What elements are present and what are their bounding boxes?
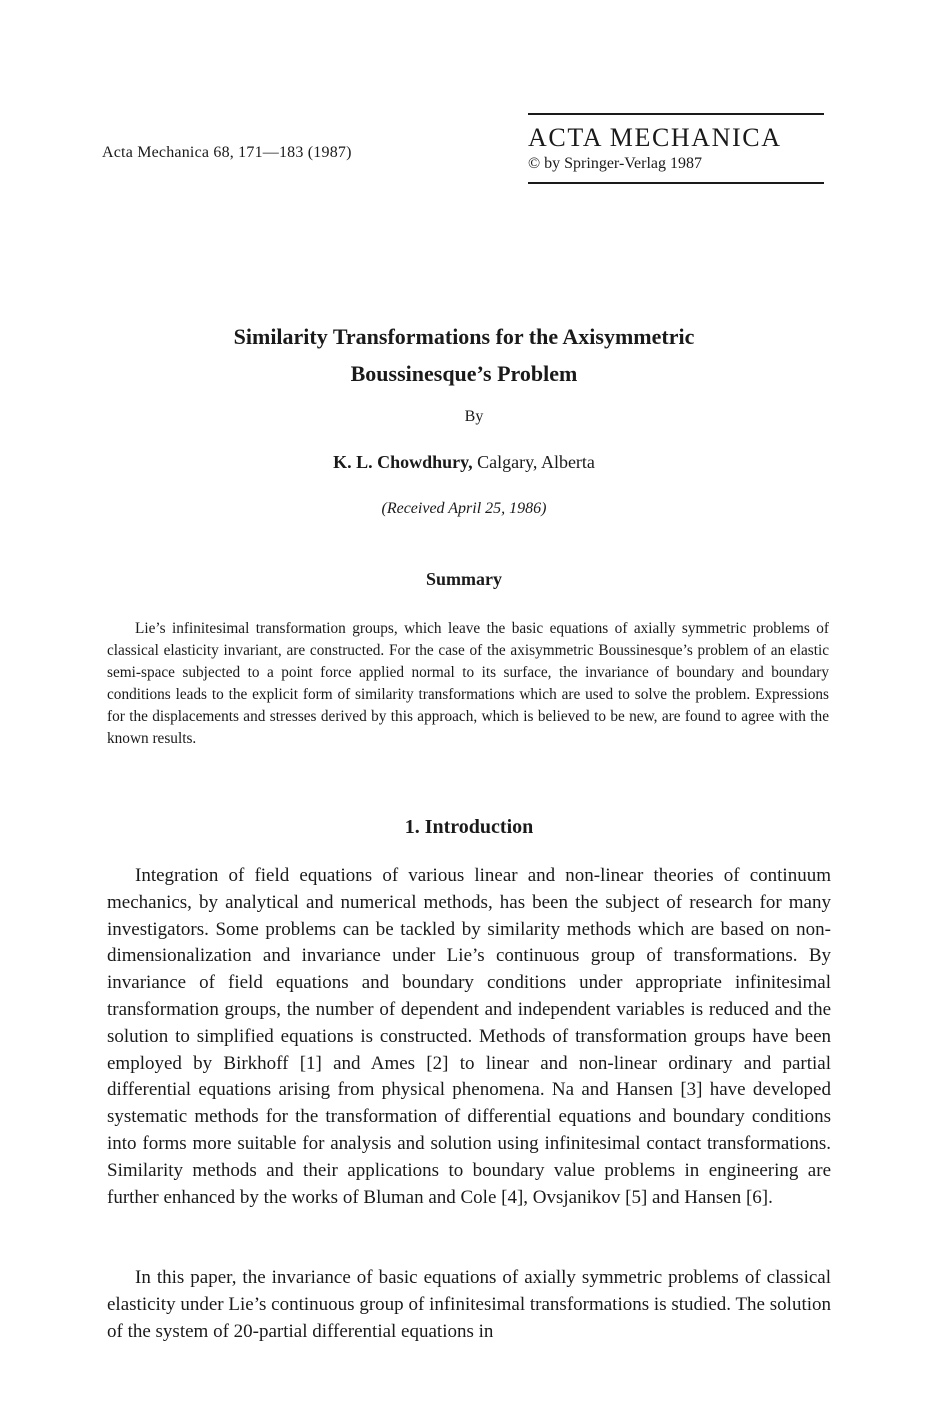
summary-heading: Summary	[426, 569, 502, 589]
paper-title-line-1: Similarity Transformations for the Axisymmetric	[233, 324, 695, 349]
journal-masthead	[528, 113, 824, 184]
introduction-heading: 1. Introduction	[404, 816, 534, 838]
author-name: K. L. Chowdhury,	[333, 452, 473, 472]
masthead-bottom-rule	[528, 182, 824, 184]
journal-name: ACTA MECHANICA	[528, 123, 782, 152]
by-line: By	[464, 408, 484, 425]
introduction-paragraph-2: In this paper, the invariance of basic equations of axially symmetric problems of classical elasticity under Lie’s continuous group of infinitesimal transformations is studied. The solution of the system of 20-partial differential equations in	[107, 1267, 831, 1342]
author-line	[0, 452, 928, 473]
masthead-top-rule	[528, 113, 824, 115]
paper-title	[0, 318, 928, 392]
copyright-notice: © by Springer-Verlag 1987	[528, 155, 703, 172]
received-date: (Received April 25, 1986)	[381, 500, 547, 517]
summary-paragraph: Lie’s infinitesimal transformation groups, which leave the basic equations of axially symmetric problems of classical elasticity invariant, are constructed. For the case of the axisymmetric Boussinesque’s problem of an elastic semi-space subjected to a point force applied normal to its surface, the invariance of boundary and boundary conditions leads to the explicit form of similarity transformations which are used to solve the problem. Expressions for the displacements and stresses derived by this approach, which is believed to be new, are found to agree with the known results.	[107, 620, 829, 748]
introduction-paragraph-1: Integration of field equations of various linear and non-linear theories of continuum mechanics, by analytical and numerical methods, has been the subject of research for many investigators. Some problems can be tackled by similarity methods which are based on non-dimensionalization and invariance under Lie’s continuous group of transformations. By invariance of field equations and boundary conditions under appropriate infinitesimal transformation groups, the number of dependent and independent variables is reduced and the solution to simplified equations is constructed. Methods of transformation groups have been employed by Birkhoff [1] and Ames [2] to linear and non-linear ordinary and partial differential equations arising from physical phenomena. Na and Hansen [3] have developed systematic methods for the transformation of differential equations and boundary conditions into forms more suitable for analysis and solution using infinitesimal contact transformations. Similarity methods and their applications to boundary value problems in engineering are further enhanced by the works of Bluman and Cole [4], Ovsjanikov [5] and Hansen [6].	[107, 865, 831, 1208]
paper-title-line-2: Boussinesque’s Problem	[350, 361, 578, 386]
journal-citation: Acta Mechanica 68, 171—183 (1987)	[102, 144, 352, 161]
author-affiliation: Calgary, Alberta	[472, 452, 595, 472]
